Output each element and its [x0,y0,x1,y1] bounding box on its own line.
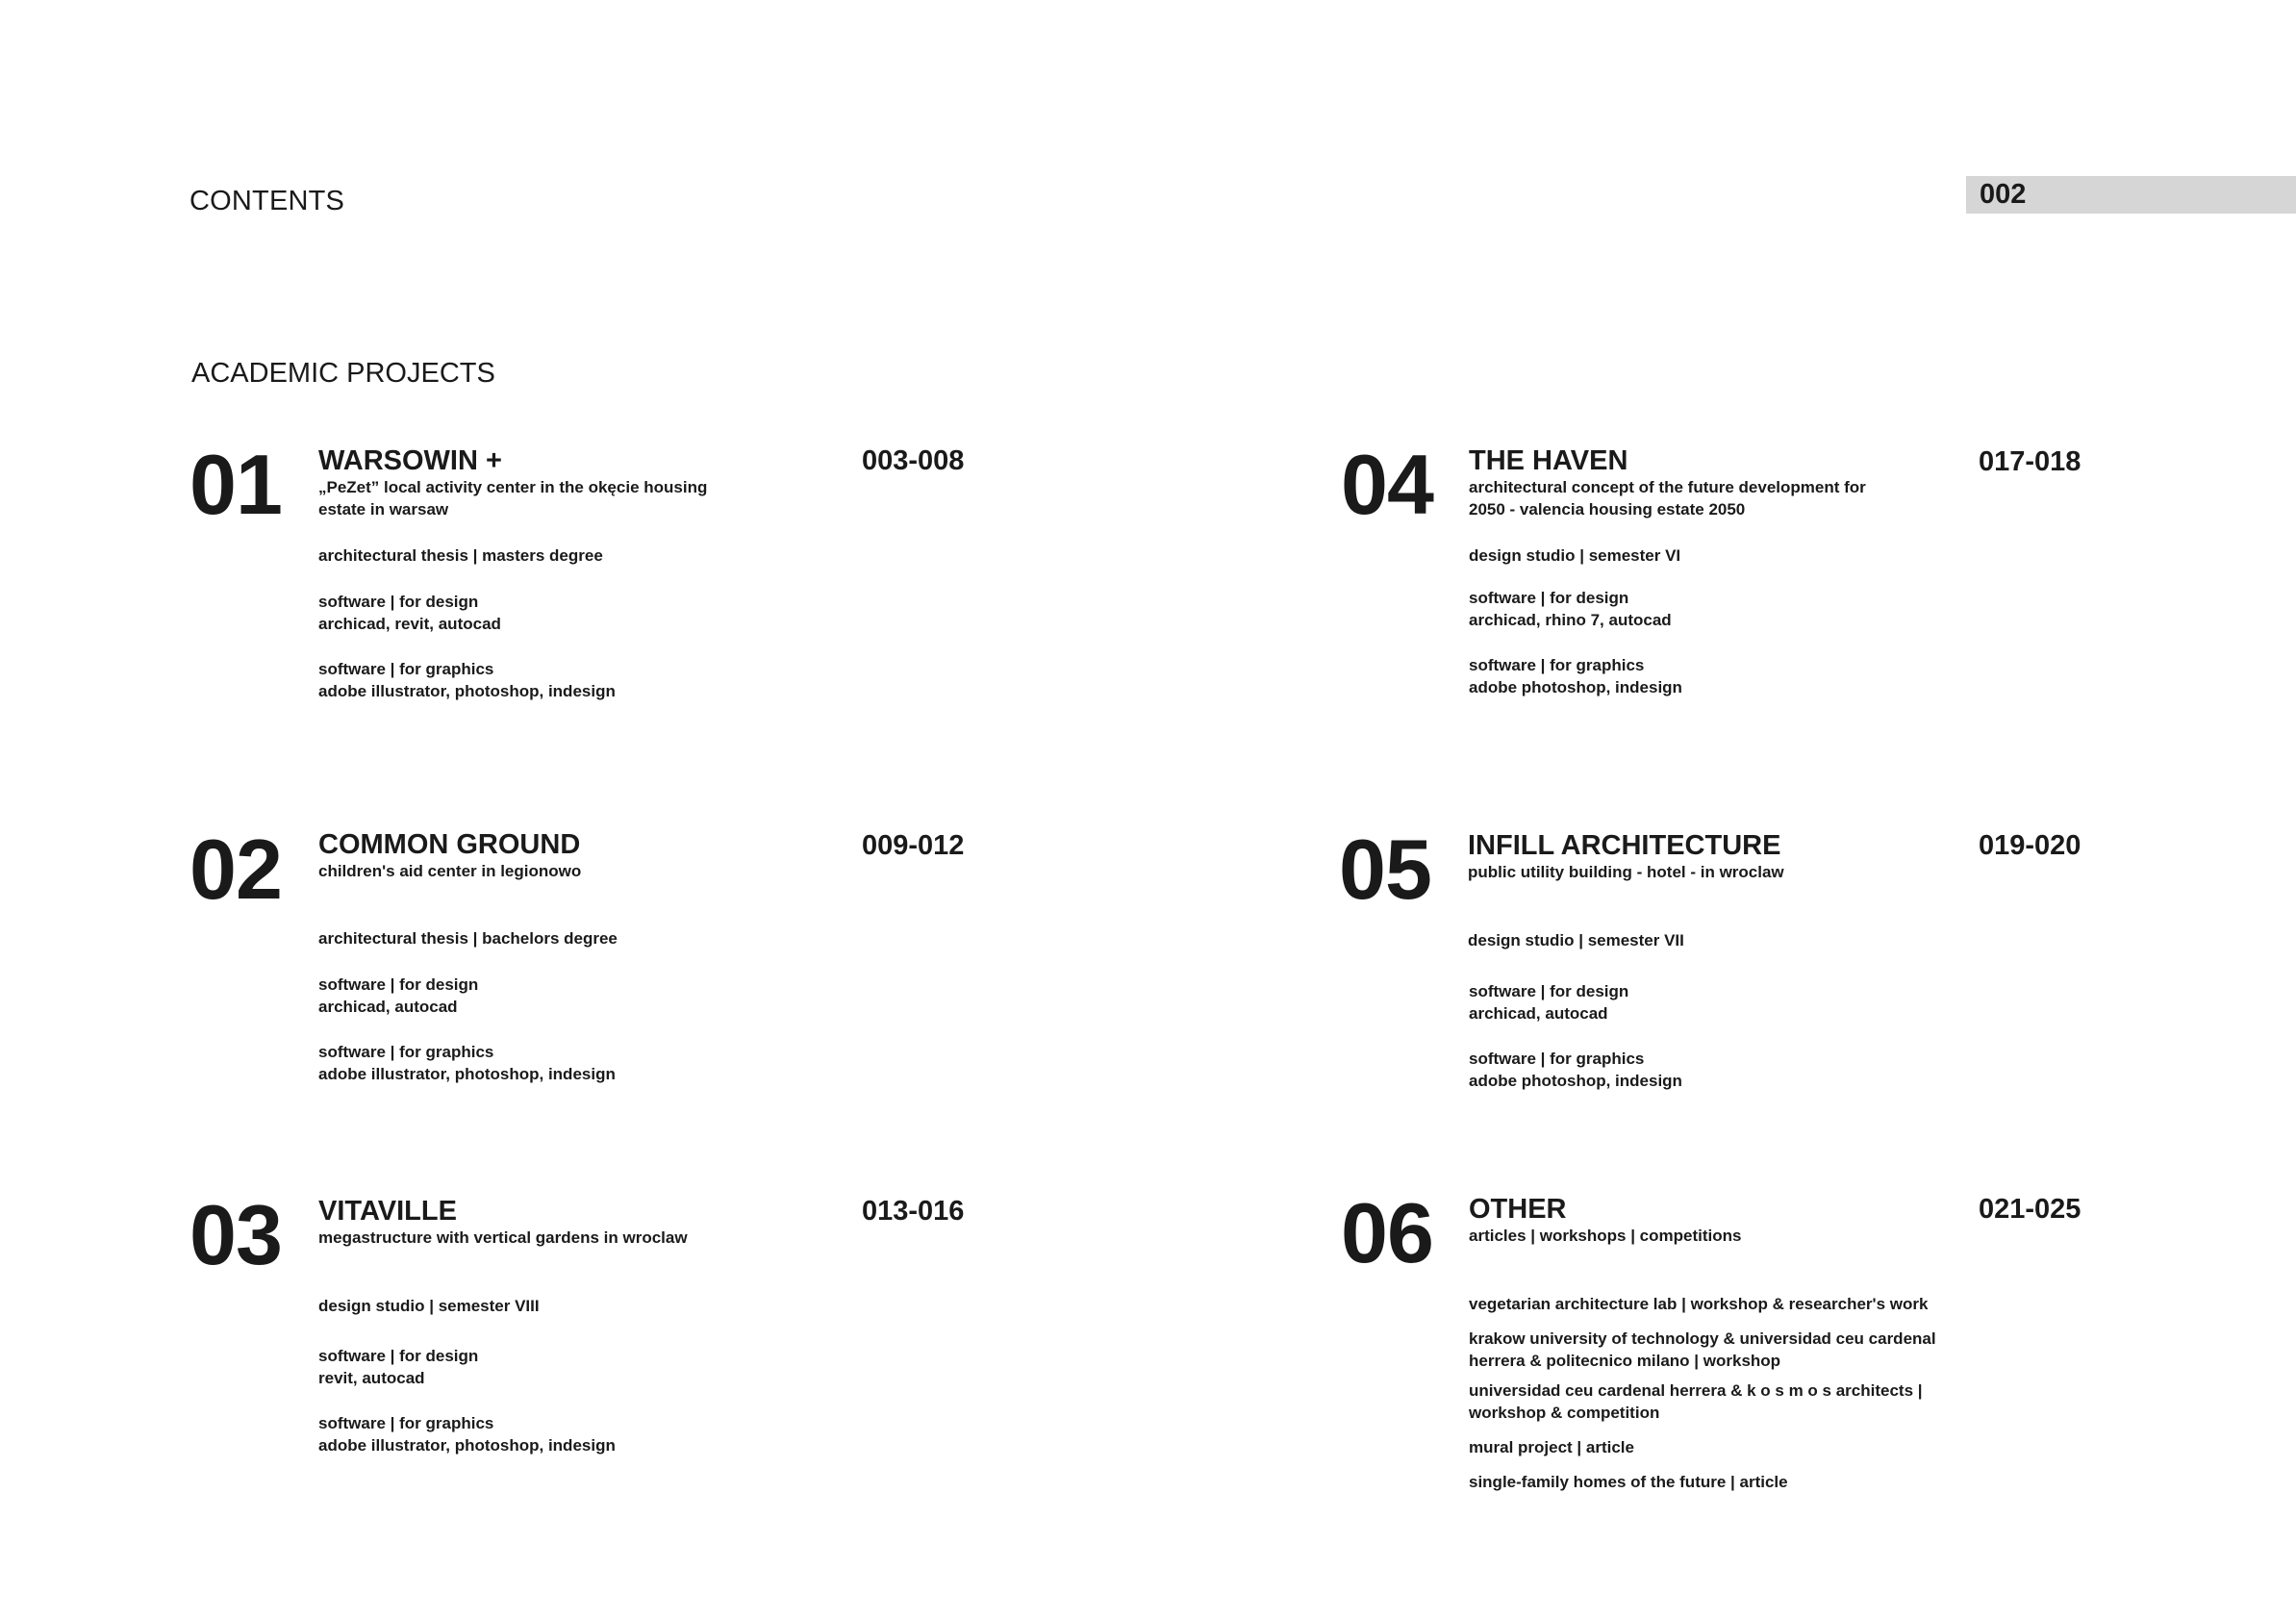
project-detail: design studio | semester VII [1468,931,1684,949]
project-title: INFILL ARCHITECTURE [1468,830,1781,861]
project-detail: software | for graphics [1469,1050,1645,1068]
project-subtitle: megastructure with vertical gardens in wroclaw [318,1228,688,1247]
project-subtitle: articles | workshops | competitions [1469,1227,1742,1245]
project-number: 03 [189,1187,282,1282]
project-detail: software | for design [1469,589,1629,607]
project-detail: revit, autocad [318,1369,425,1387]
project-detail: single-family homes of the future | article [1469,1473,1788,1491]
project-subtitle: architectural concept of the future development for 2050 - valencia housing estate 2050 [1469,478,1866,519]
project-detail: workshop & competition [1469,1404,1660,1422]
project-detail: adobe photoshop, indesign [1469,678,1682,696]
project-detail: architectural thesis | masters degree [318,546,603,565]
project-detail: archicad, autocad [318,998,458,1016]
project-page-range: 003-008 [862,445,965,476]
project-detail: software | for design [318,593,479,611]
project-detail: design studio | semester VI [1469,546,1681,565]
section-title: ACADEMIC PROJECTS [191,358,495,389]
project-detail: archicad, rhino 7, autocad [1469,611,1672,629]
page-header-title: CONTENTS [189,186,345,216]
project-title: VITAVILLE [318,1196,457,1227]
project-detail: adobe illustrator, photoshop, indesign [318,1436,616,1455]
project-detail: software | for graphics [318,1043,494,1061]
project-page-range: 013-016 [862,1196,965,1227]
project-detail: software | for graphics [318,1414,494,1432]
project-detail: software | for design [318,975,479,994]
project-page-range: 009-012 [862,830,965,861]
project-number: 05 [1339,822,1431,917]
project-detail: software | for design [1469,982,1629,1000]
project-detail: mural project | article [1469,1438,1634,1456]
project-detail: software | for graphics [318,660,494,678]
project-detail: universidad ceu cardenal herrera & k o s m o s architects | [1469,1381,1923,1400]
project-detail: archicad, autocad [1469,1004,1608,1023]
project-number: 01 [189,437,282,532]
project-detail: software | for design [318,1347,479,1365]
project-detail: adobe illustrator, photoshop, indesign [318,682,616,700]
project-title: THE HAVEN [1469,445,1628,476]
project-detail: architectural thesis | bachelors degree [318,929,618,948]
project-page-range: 017-018 [1979,446,2082,477]
project-detail: adobe photoshop, indesign [1469,1072,1682,1090]
project-subtitle: children's aid center in legionowo [318,862,582,880]
project-number: 02 [189,822,282,917]
project-detail: vegetarian architecture lab | workshop & researcher's work [1469,1295,1929,1313]
project-number: 06 [1341,1185,1433,1280]
project-detail: archicad, revit, autocad [318,615,501,633]
project-detail: herrera & politecnico milano | workshop [1469,1352,1781,1370]
project-page-range: 021-025 [1979,1194,2082,1225]
project-detail: krakow university of technology & universidad ceu cardenal [1469,1329,1936,1348]
project-subtitle: public utility building - hotel - in wroclaw [1468,863,1784,881]
project-detail: design studio | semester VIII [318,1297,540,1315]
project-title: COMMON GROUND [318,829,581,860]
project-detail: software | for graphics [1469,656,1645,674]
project-detail: adobe illustrator, photoshop, indesign [318,1065,616,1083]
project-subtitle: „PeZet” local activity center in the okęcie housing estate in warsaw [318,478,708,519]
page-number-tab: 002 [1966,176,2296,214]
project-number: 04 [1341,437,1433,532]
project-title: WARSOWIN + [318,445,502,476]
project-page-range: 019-020 [1979,830,2082,861]
project-title: OTHER [1469,1194,1567,1225]
